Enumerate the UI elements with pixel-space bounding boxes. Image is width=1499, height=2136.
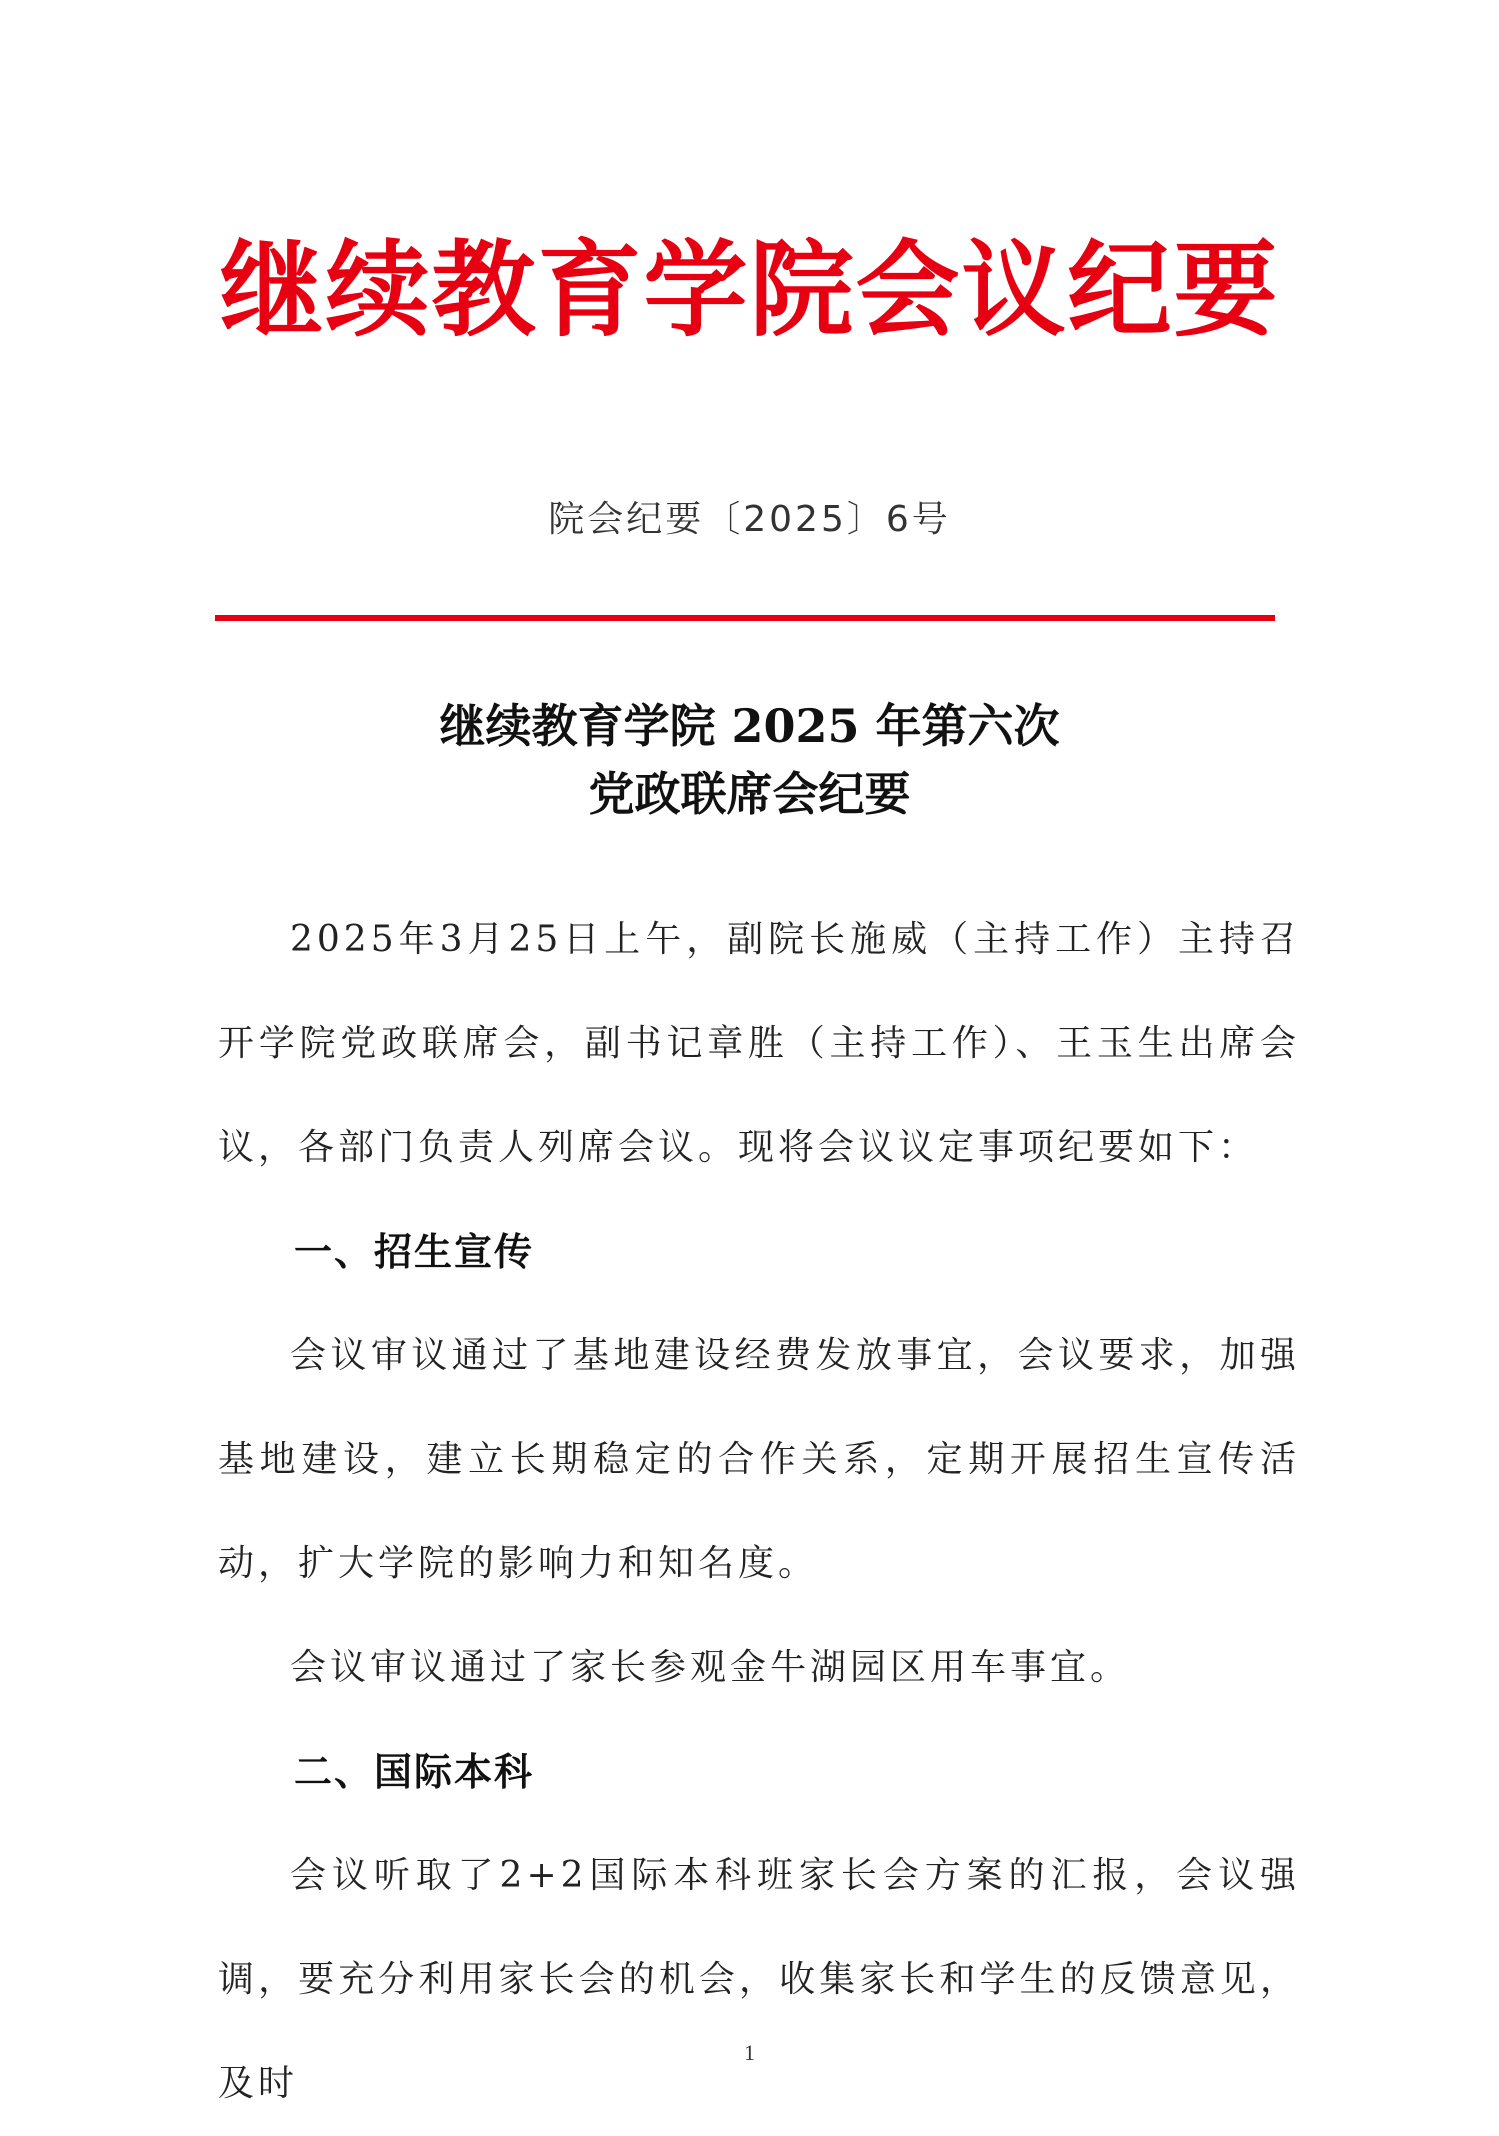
page-number: 1 [744,2040,755,2065]
document-title-line-2: 党政联席会纪要 [588,767,911,821]
red-divider-rule [215,615,1275,621]
section-heading-international: 二、国际本科 [294,1750,535,1794]
document-title [0,692,1499,828]
document-number: 院会纪要〔2025〕6号 [548,499,951,540]
document-title-line-1: 继续教育学院 2025 年第六次 [439,699,1060,753]
section-paragraph: 会议审议通过了基地建设经费发放事宜，会议要求，加强基地建设，建立长期稳定的合作关系，定期开展招生宣传活动，扩大学院的影响力和知名度。 [218,1335,1300,1584]
intro-paragraph: 2025年3月25日上午，副院长施威（主持工作）主持召开学院党政联席会，副书记章胜（主持工作）、王玉生出席会议，各部门负责人列席会议。现将会议议定事项纪要如下： [218,919,1300,1168]
document-body [218,888,1300,2136]
section-heading-recruitment: 一、招生宣传 [294,1230,535,1274]
section-paragraph: 会议听取了2+2国际本科班家长会方案的汇报，会议强调，要充分利用家长会的机会，收集家长和学生的反馈意见，及时 [218,1855,1300,2104]
section-paragraph: 会议审议通过了家长参观金牛湖园区用车事宜。 [290,1647,1131,1688]
masthead-title: 继续教育学院会议纪要 [219,229,1280,351]
